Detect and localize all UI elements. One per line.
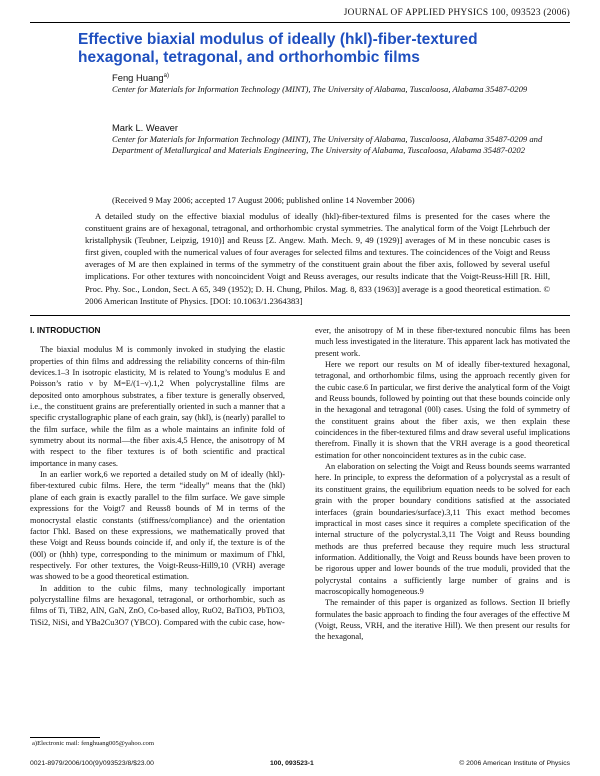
abstract-text: A detailed study on the effective biaxial modulus of ideally (hkl)-fiber-textured films is presented for the cases where the constituent grains are of hexagonal, tetragonal, and orthorhombic crystal symmetries. The analytical form of the Voigt [Lehrbuch der kristallphysik (Teubner, Leipzig, 1910)] and Reuss [Z. Angew. Math. Mech. 9, 49 (1929)] averages of M in these noncubic cases is first given, coupled with the numerical values of four averages for selected films and textures. The coincidences of the Voigt and Reuss averages of M are then explained in terms of the symmetry of the constituent grain about the fiber axis, followed by several useful implications. For other textures with noncoincident Voigt and Reuss averages, our results indicate that the Voigt-Reuss-Hill [R. Hill, Proc. Phy. Soc., London, Sect. A 65, 349 (1952); D. H. Chung, Philos. Mag. 8, 833 (1963)] average is a good theoretical estimation. © 2006 American Institute of Physics. [DOI: 10.1063/1.2364383] bbox=[85, 211, 550, 306]
paragraph: Here we report our results on M of ideally fiber-textured hexagonal, tetragonal, and orthorhombic films, using the approach recently given for the cubic case.6 In particular, we first derive the analytical form of the Voigt and Reuss bounds, followed by pointing out that these bounds coincide only in the hexagonal and tetragonal (00l) cases. Using the fold of symmetry of the constituent grains about the fiber axis, we then explain these coincidences in the fiber-textured films and draw several useful implications therefrom. Finally it is shown that the VRH average is a good theoretical estimation for other noncoincident textures as in the cubic case. bbox=[315, 360, 570, 460]
author-2: Mark L. Weaver bbox=[112, 122, 178, 133]
abstract bbox=[85, 210, 550, 307]
journal-header: JOURNAL OF APPLIED PHYSICS 100, 093523 (2006) bbox=[343, 8, 570, 18]
header-rule bbox=[30, 22, 570, 23]
author-1-mark: a) bbox=[163, 72, 169, 79]
footnote-rule bbox=[30, 737, 100, 738]
affiliation-2: Center for Materials for Information Technology (MINT), The University of Alabama, Tuscaloosa, Alabama 35487-0209 and Department of Metallurgical and Materials Engineering, The University of Alabama, Tuscaloosa, Alabama 35487-0202 bbox=[112, 134, 543, 155]
section-heading: I. INTRODUCTION bbox=[30, 325, 101, 335]
left-column bbox=[30, 325, 285, 628]
author-1: Feng Huang$^{a)}$ bbox=[112, 72, 169, 83]
paragraph: In addition to the cubic films, many technologically important polycrystalline films are hexagonal, tetragonal, or orthorhombic, such as films of Ti, TiB2, AlN, GaN, ZnO, Co-based alloy, RuO2, BaTiO3, PbTiO3, TiSi2, NiSi, and YBa2Cu3O7 (YBCO). Compared with the cubic case, how- bbox=[30, 583, 285, 627]
affiliation-1: Center for Materials for Information Technology (MINT), The University of Alabama, Tuscaloosa, Alabama 35487-0209 bbox=[112, 84, 528, 94]
received-dates: (Received 9 May 2006; accepted 17 August 2006; published online 14 November 2006) bbox=[112, 195, 415, 205]
abstract-rule bbox=[30, 315, 570, 316]
footer-copyright: © 2006 American Institute of Physics bbox=[459, 760, 570, 767]
footer-page: 100, 093523-1 bbox=[270, 760, 314, 767]
paragraph: In an earlier work,6 we reported a detailed study on M of ideally (hkl)-fiber-textured cubic films. Here, the term “ideally” means that the (hkl) plane of each grain is exactly parallel to the film surface. We gave simple expressions for the Voigt7 and Reuss8 bounds of M in terms of the monocrystal elastic constants (stiffness/compliance) and the orientation factor Γhkl. Based on these expressions, we mathematically proved that these Voigt and Reuss bounds coincide if, and only if, the texture is of the (00l) or (hhh) type, corresponding to the minimum or maximum of Γhkl, respectively. For other textures, the Voigt-Reuss-Hill9,10 (VRH) average was showed to be a good theoretical estimation. bbox=[30, 470, 285, 582]
right-column bbox=[315, 325, 570, 643]
paragraph: The biaxial modulus M is commonly invoked in studying the elastic properties of thin films and addressing the reliability concerns of thin-film devices.1–3 In isotropic elasticity, M is related to Young’s modulus E and Poisson’s ratio ν by M=E/(1−ν).1,2 When polycrystalline films are deposited onto amorphous substrates, a fiber texture is generally observed, i.e., the constituent grains are preferentially oriented in such a manner that a specific crystallographic plane of each grain, say (hkl), is (nearly) parallel to the film surface, while the film as a whole maintains an infinite fold of symmetry about its normal—the fiber axis.4,5 Hence, the anisotropy of M with respect to the fiber textures is of both scientific and practical importance in many cases. bbox=[30, 345, 285, 468]
footer-issn: 0021-8979/2006/100(9)/093523/8/$23.00 bbox=[30, 760, 154, 767]
paragraph: The remainder of this paper is organized as follows. Section II briefly formulates the basic approach to finding the four averages of the effective M (Voigt, Reuss, VRH, and the iterative Hill). We then present our results for the hexagonal, bbox=[315, 598, 570, 642]
paragraph: ever, the anisotropy of M in these fiber-textured noncubic films has been much less investigated in the literature. This apparent lack has motivated the present work. bbox=[315, 326, 570, 358]
paper-title: Effective biaxial modulus of ideally (hkl)-fiber-textured hexagonal, tetragonal, and orthorhombic films bbox=[78, 31, 478, 66]
footnote: a)Electronic mail: fenghuang005@yahoo.com bbox=[32, 740, 154, 747]
paragraph: An elaboration on selecting the Voigt and Reuss bounds seems warranted here. In principle, to express the deformation of a polycrystal as a result of its constituent grains, the equilibrium equation needs to be solved for each grain with the proper boundary conditions satisfied at the associated interfaces (grain boundaries/surface).3,11 This exact method becomes impractical in most cases since it requires a complete specification of the internal structure of the polycrystal.3,11 The Voigt and Reuss bounding methods are thus preferred because they require much less structural information. Additionally, the Voigt and Reuss bounds have been proven to be rigorous upper and lower bounds of the true moduli, provided that the polycrystal contains a sufficiently large number of grains and is macroscopically homogeneous.9 bbox=[315, 462, 570, 596]
